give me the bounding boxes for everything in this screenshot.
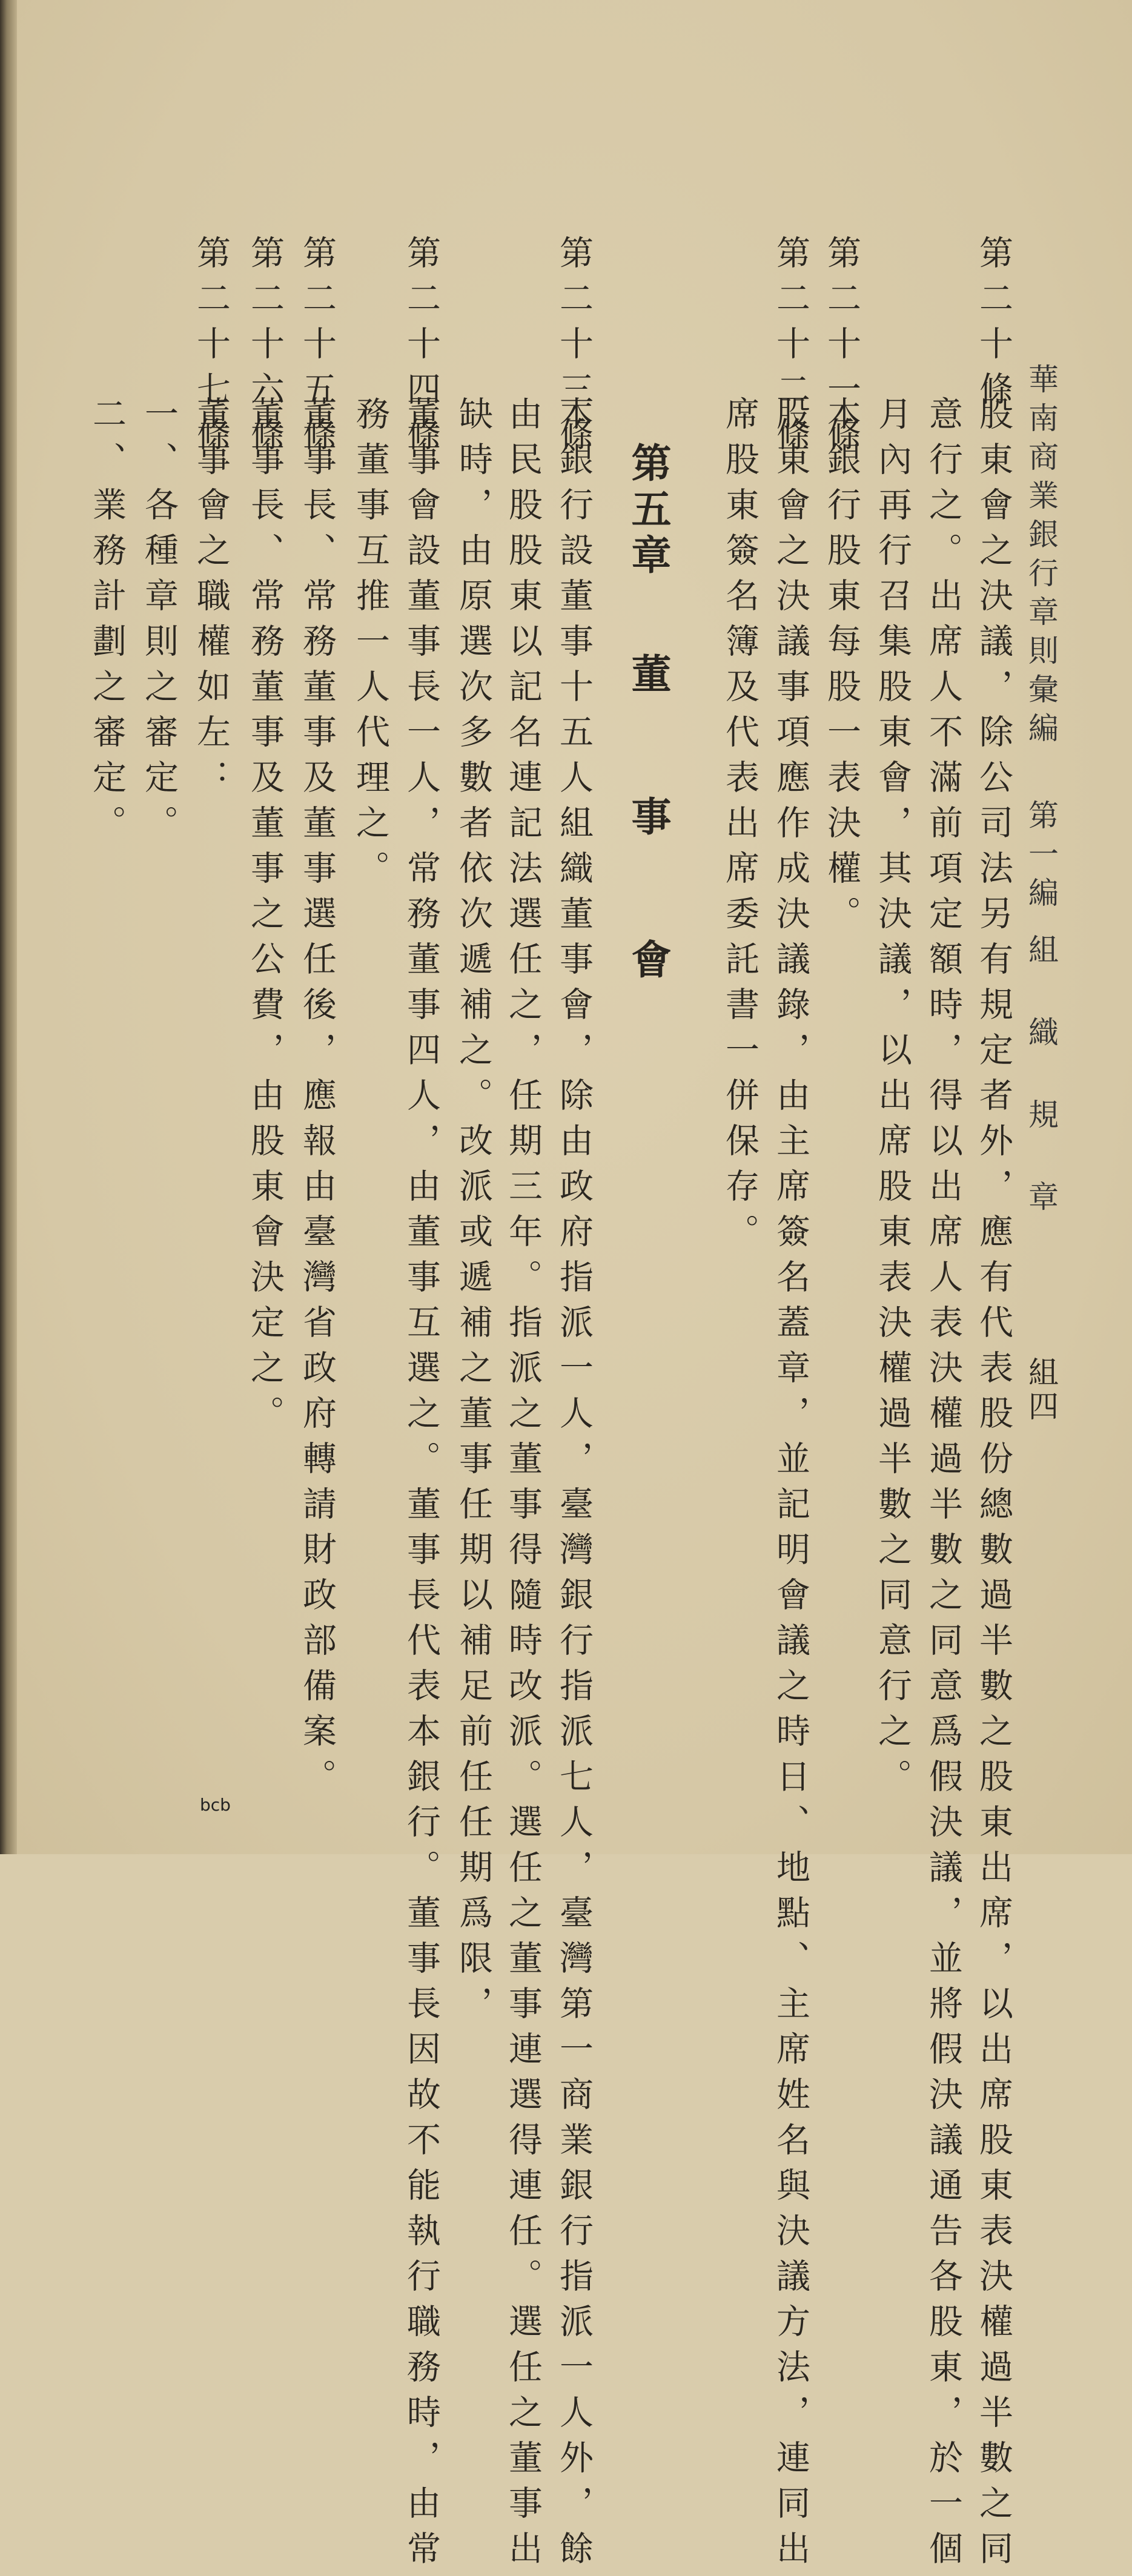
article-24-label: 第二十四條 (402, 235, 441, 462)
article-22-line-2: 席股東簽名簿及代表出席委託書一併保存。 (720, 396, 760, 1259)
article-25-label: 第二十五條 (297, 235, 337, 462)
article-25-line-1: 董事長、常務董事及董事選任後，應報由臺灣省政府轉請財政部備案。 (297, 396, 337, 1804)
book-title: 華南商業銀行章則彙編 (1024, 363, 1059, 751)
article-26-line-1: 董事長、常務董事及董事之公費，由股東會決定之。 (245, 396, 285, 1441)
article-23-line-2: 由民股股東以記名連記法選任之，任期三年。指派之董事得隨時改派。選任之董事連選得連任。選任之董事出 (503, 396, 543, 2576)
chapter-number: 第五章 (624, 442, 672, 580)
article-20-line-1: 股東會之決議，除公司法另有規定者外，應有代表股份總數過半數之股東出席，以出席股東表決權過半數之同 (974, 396, 1013, 2576)
article-23-line-1: 本銀行設董事十五人組織董事會，除由政府指派一人，臺灣銀行指派七人，臺灣第一商業銀行指派一人外，餘 (554, 396, 594, 2576)
part-label: 第一編 (1024, 799, 1059, 916)
chapter-heading (624, 442, 672, 985)
article-27-item-2: 二、業務計劃之審定。 (87, 396, 127, 850)
article-23-label: 第二十三條 (554, 235, 594, 462)
article-26-label: 第二十六條 (245, 235, 285, 462)
article-22-label: 第二十二條 (771, 235, 810, 462)
chapter-title-char-1: 董 (624, 653, 672, 699)
article-20-line-3: 月內再行召集股東會，其決議，以出席股東表決權過半數之同意行之。 (873, 396, 912, 1804)
article-21-line-1: 本銀行股東每股一表決權。 (822, 396, 861, 941)
article-21-label: 第二十一條 (822, 235, 861, 462)
section-label: 組 織 規 章 (1024, 934, 1059, 1220)
article-20-label: 第二十條 (974, 235, 1013, 417)
margin-mark: bcb (200, 1795, 231, 1815)
article-22-line-1: 股東會之決議事項應作成決議錄，由主席簽名蓋章，並記明會議之時日、地點、主席姓名與決議方法，連同出 (771, 396, 810, 2576)
running-header (1024, 363, 1059, 1220)
chapter-title-char-2: 事 (624, 796, 672, 842)
article-27-item-1: 一、各種章則之審定。 (139, 396, 179, 850)
book-spine-edge (0, 0, 17, 1854)
chapter-title-char-3: 會 (624, 939, 672, 985)
article-27-label: 第二十七條 (191, 235, 231, 462)
page-number: 組四 (1024, 1356, 1059, 1424)
article-23-line-3: 缺時，由原選次多數者依次遞補之。改派或遞補之董事任期以補足前任任期爲限， (454, 396, 493, 2031)
article-20-line-2: 意行之。出席人不滿前項定額時，得以出席人表決權過半數之同意爲假決議，並將假決議通告各股東，於一個 (924, 396, 963, 2576)
article-24-line-1: 董事會設董事長一人，常務董事四人，由董事互選之。董事長代表本銀行。董事長因故不能執行職務時，由常 (402, 396, 441, 2576)
article-27-line-1: 董事會之職權如左： (191, 396, 231, 805)
article-24-line-2: 務董事互推一人代理之。 (351, 396, 390, 896)
